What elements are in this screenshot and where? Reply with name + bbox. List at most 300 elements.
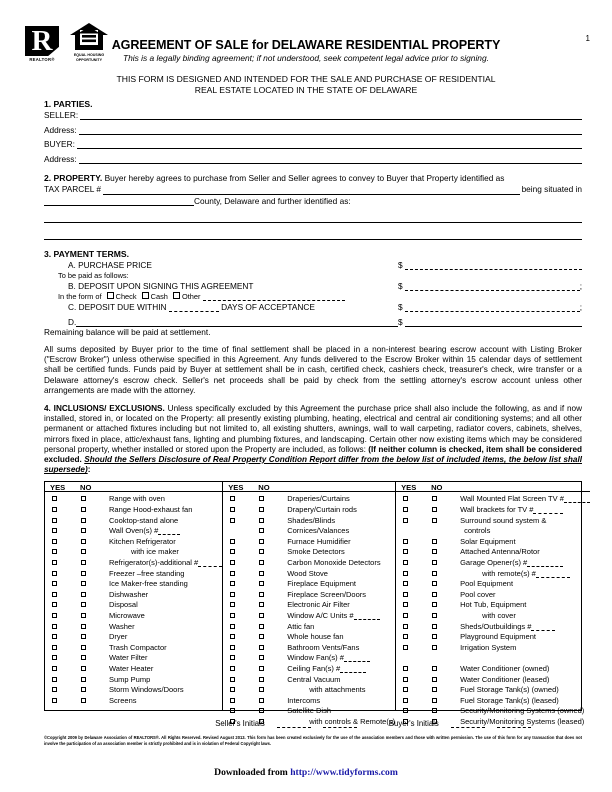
- title-block: [0, 38, 612, 63]
- seller-initials-label: Seller's Initials: [215, 719, 265, 729]
- checkbox-no[interactable]: [432, 581, 437, 586]
- checkbox-yes[interactable]: [403, 698, 408, 703]
- checkbox-no[interactable]: [81, 560, 86, 565]
- inclusion-item-label: Drapery/Curtain rods: [287, 505, 357, 515]
- buyer-address-row: [44, 154, 582, 164]
- inclusion-row: [223, 685, 395, 696]
- checkbox-yes[interactable]: [230, 634, 235, 639]
- checkbox-yes[interactable]: [52, 698, 57, 703]
- inclusion-row: [396, 717, 590, 728]
- checkbox-no[interactable]: [432, 592, 437, 597]
- inclusion-item-label: Sheds/Outbuildings #: [460, 621, 532, 631]
- checkbox-yes[interactable]: [403, 571, 408, 576]
- checkbox-yes[interactable]: [52, 677, 57, 682]
- inclusion-item-label: Wall brackets for TV #: [460, 505, 534, 515]
- checkbox-yes[interactable]: [403, 708, 408, 713]
- inclusion-row: [396, 590, 590, 601]
- buyer-initials-label: Buyer's Initials: [388, 719, 439, 729]
- inclusion-item-label: Wood Stove: [287, 568, 328, 578]
- inclusion-item-label: Attached Antenna/Rotor: [460, 547, 540, 557]
- page-number: 1: [585, 34, 590, 43]
- checkbox-no[interactable]: [432, 645, 437, 650]
- option-check-label: Check: [115, 292, 137, 301]
- checkbox-no[interactable]: [432, 549, 437, 554]
- document-subtitle: This is a legally binding agreement; if not understood, seek competent legal advice prior to signing.: [123, 53, 489, 63]
- checkbox-yes[interactable]: [230, 581, 235, 586]
- inclusion-item-quantity-input[interactable]: [158, 527, 180, 535]
- section-property: [44, 173, 582, 241]
- inclusion-row: [223, 611, 395, 622]
- inclusion-item-label: Surround sound system &: [460, 515, 547, 525]
- inclusion-item-label: Cooktop-stand alone: [109, 515, 179, 525]
- inclusion-item-label: Freezer –free standing: [109, 568, 185, 578]
- section-inclusions-exclusions: 4. INCLUSIONS/ EXCLUSIONS. Unless specifically excluded by this Agreement the purchase price shall also include the following, as and if now installed, stored in, or located on the Property: all presently existing plumbing, heating, electrical and central air conditioning systems; and all other permanent or attached fixtures including but not limited to, all existing shutters, awnings, wall to wall carpeting, radiator covers, cabinets, shelves, mirrors fixed in place, attic/exhaust fans, lighting and plumbing fixtures, and landscaping. Certain other now existing items which may be considered personal property, whether installed or stored upon the Property are included, as follows: (If neither column is checked, item shall be considered excluded. Should the Sellers Disclosure of Real Property Condition Report differ from the below list of included items, the below list shall supersede):: [44, 404, 582, 475]
- inclusion-item-quantity-input[interactable]: [533, 506, 563, 514]
- item-d-label: D.: [68, 317, 77, 327]
- inclusion-item-label: with ice maker: [131, 547, 179, 557]
- section-4-bold-note: (If neither column is checked, item shall be considered excluded.: [44, 444, 582, 465]
- checkbox-yes[interactable]: [403, 518, 408, 523]
- inclusion-row: [223, 622, 395, 633]
- buyer-address-label: Address:: [44, 153, 77, 164]
- tidyforms-link[interactable]: http://www.tidyforms.com: [290, 767, 398, 778]
- realtor-r-icon: R: [25, 26, 59, 56]
- inclusion-item-label: with remote(s) #: [482, 568, 536, 578]
- remaining-balance-note: Remaining balance will be paid at settlement.: [44, 327, 211, 337]
- checkbox-no[interactable]: [259, 666, 264, 671]
- checkbox-yes[interactable]: [403, 602, 408, 607]
- checkbox-yes[interactable]: [52, 571, 57, 576]
- inclusion-item-label: Screens: [109, 695, 137, 705]
- section-2-intro-line: [44, 173, 582, 184]
- checkbox-yes[interactable]: [230, 624, 235, 629]
- checkbox-yes[interactable]: [403, 613, 408, 618]
- checkbox-other[interactable]: [173, 292, 180, 299]
- checkbox-yes[interactable]: [230, 687, 235, 692]
- checkbox-yes[interactable]: [230, 507, 235, 512]
- checkbox-no[interactable]: [81, 571, 86, 576]
- inclusion-row: [45, 622, 222, 633]
- inclusion-item-label: Whole house fan: [287, 632, 344, 642]
- checkbox-yes[interactable]: [52, 655, 57, 660]
- inclusion-item-label: Fuel Storage Tank(s) (owned): [460, 685, 559, 695]
- inclusion-row: [223, 600, 395, 611]
- section-1-heading: 1. PARTIES.: [44, 99, 93, 109]
- inclusion-item-label: Furnace Humidifier: [287, 536, 351, 546]
- checkbox-no[interactable]: [81, 677, 86, 682]
- inclusion-row: [45, 569, 222, 580]
- checkbox-yes[interactable]: [230, 719, 235, 724]
- county-input[interactable]: [44, 197, 194, 206]
- document-purpose: [0, 74, 612, 96]
- item-d-description-input[interactable]: [76, 318, 398, 327]
- checkbox-no[interactable]: [81, 666, 86, 671]
- section-payment-terms: [44, 249, 582, 337]
- inclusion-item-label: Water Conditioner (owned): [460, 663, 550, 673]
- checkbox-no[interactable]: [259, 698, 264, 703]
- checkbox-yes[interactable]: [403, 507, 408, 512]
- checkbox-no[interactable]: [259, 549, 264, 554]
- inclusion-row: [223, 696, 395, 707]
- dollar-sign-c: $: [398, 302, 403, 312]
- checkbox-no[interactable]: [259, 655, 264, 660]
- seller-input[interactable]: [80, 110, 582, 120]
- checkbox-no[interactable]: [432, 687, 437, 692]
- column-2-list: [223, 492, 395, 727]
- inclusion-item-label: Satellite Dish: [287, 706, 331, 716]
- checkbox-no[interactable]: [432, 539, 437, 544]
- checkbox-no[interactable]: [81, 655, 86, 660]
- inclusion-row: [45, 537, 222, 548]
- inclusion-row: [45, 685, 222, 696]
- deposit-due-label: C. DEPOSIT DUE WITHIN: [68, 302, 167, 312]
- inclusion-item-label: Fireplace Equipment: [287, 579, 357, 589]
- buyer-row: [44, 139, 582, 149]
- checkbox-no[interactable]: [81, 624, 86, 629]
- inclusion-item-quantity-input[interactable]: [198, 559, 222, 567]
- checkbox-no[interactable]: [259, 592, 264, 597]
- inclusion-row: [396, 526, 590, 537]
- realtor-logo-caption: REALTOR®: [29, 56, 55, 62]
- seller-address-input[interactable]: [79, 125, 582, 135]
- checkbox-no[interactable]: [432, 613, 437, 618]
- inclusion-row: [223, 643, 395, 654]
- inclusion-item-label: Irrigation System: [460, 642, 517, 652]
- inclusion-item-label: Intercoms: [287, 695, 321, 705]
- column-2-yes-header: YES: [228, 483, 244, 493]
- inclusion-item-label: Microwave: [109, 610, 145, 620]
- checkbox-check[interactable]: [107, 292, 114, 299]
- checkbox-no[interactable]: [259, 624, 264, 629]
- checkbox-yes[interactable]: [52, 549, 57, 554]
- checkbox-no[interactable]: [432, 507, 437, 512]
- document-header: [0, 0, 612, 96]
- deposit-form-label: In the form of: [58, 292, 102, 301]
- checkbox-no[interactable]: [259, 528, 264, 533]
- checkbox-no[interactable]: [432, 496, 437, 501]
- checkbox-no[interactable]: [432, 602, 437, 607]
- checkbox-yes[interactable]: [52, 496, 57, 501]
- checkbox-yes[interactable]: [52, 539, 57, 544]
- checkbox-no[interactable]: [259, 518, 264, 523]
- inclusion-item-label: Pool Equipment: [460, 579, 514, 589]
- checkbox-no[interactable]: [81, 549, 86, 554]
- checkbox-no[interactable]: [81, 539, 86, 544]
- checkbox-no[interactable]: [432, 624, 437, 629]
- checkbox-yes[interactable]: [230, 496, 235, 501]
- checkbox-no[interactable]: [259, 571, 264, 576]
- checkbox-no[interactable]: [259, 613, 264, 618]
- inclusion-item-quantity-input[interactable]: [564, 495, 590, 503]
- dollar-sign-d: $: [398, 317, 403, 327]
- inclusion-row: [396, 675, 590, 686]
- deposit-due-group: [44, 302, 398, 312]
- inclusion-row: [223, 526, 395, 537]
- property-description-line-1[interactable]: [44, 213, 582, 223]
- checkbox-yes[interactable]: [230, 592, 235, 597]
- eho-caption-line2: OPPORTUNITY: [76, 58, 102, 63]
- inclusion-item-label: Window Fan(s) #: [287, 653, 344, 663]
- checkbox-yes[interactable]: [230, 645, 235, 650]
- checkbox-no[interactable]: [432, 677, 437, 682]
- checkbox-no[interactable]: [81, 518, 86, 523]
- checkbox-no[interactable]: [259, 539, 264, 544]
- inclusion-row: [223, 494, 395, 505]
- checkbox-yes[interactable]: [230, 560, 235, 565]
- checkbox-no[interactable]: [259, 687, 264, 692]
- checkbox-no[interactable]: [432, 666, 437, 671]
- inclusion-row: [396, 643, 590, 654]
- inclusion-row: [396, 706, 590, 717]
- checkbox-no[interactable]: [432, 518, 437, 523]
- seller-label: SELLER:: [44, 110, 79, 120]
- inclusion-item-label: Security/Monitoring Systems (owned): [460, 706, 585, 716]
- inclusion-item-label: Bathroom Vents/Fans: [287, 642, 360, 652]
- inclusion-row: [45, 494, 222, 505]
- checkbox-yes[interactable]: [52, 528, 57, 533]
- checkbox-no[interactable]: [81, 507, 86, 512]
- inclusion-item-label: Solar Equipment: [460, 536, 516, 546]
- checkbox-yes[interactable]: [403, 581, 408, 586]
- checkbox-yes[interactable]: [52, 507, 57, 512]
- column-3-list: [396, 492, 590, 727]
- checkbox-no[interactable]: [259, 581, 264, 586]
- paid-as-follows-note: To be paid as follows:: [58, 271, 129, 280]
- checkbox-no[interactable]: [81, 634, 86, 639]
- inclusion-row: [396, 685, 590, 696]
- inclusion-item-label: Carbon Monoxide Detectors: [287, 558, 381, 567]
- inclusion-item-quantity-input[interactable]: [344, 654, 370, 662]
- checkbox-yes[interactable]: [403, 645, 408, 650]
- buyer-input[interactable]: [77, 139, 582, 149]
- checkbox-yes[interactable]: [403, 560, 408, 565]
- deposit-form-row: [44, 292, 582, 301]
- dollar-sign-b: $: [398, 281, 403, 291]
- checkbox-no[interactable]: [81, 687, 86, 692]
- inclusion-item-quantity-input[interactable]: [531, 623, 555, 631]
- inclusion-row: [45, 664, 222, 675]
- inclusion-item-label: Cornices/Valances: [287, 526, 350, 536]
- checkbox-no[interactable]: [81, 645, 86, 650]
- deposit-due-label-tail: DAYS OF ACCEPTANCE: [221, 302, 315, 312]
- column-1-list: [45, 492, 222, 706]
- checkbox-yes[interactable]: [230, 666, 235, 671]
- section-4-heading: 4. INCLUSIONS/ EXCLUSIONS.: [44, 404, 165, 414]
- checkbox-yes[interactable]: [230, 549, 235, 554]
- inclusion-row: [223, 590, 395, 601]
- inclusion-row: [396, 696, 590, 707]
- inclusion-row: [223, 632, 395, 643]
- inclusion-item-label: Garage Opener(s) #: [460, 558, 528, 567]
- inclusion-item-label: Fireplace Screen/Doors: [287, 589, 367, 599]
- deposit-signing-input[interactable]: [405, 282, 580, 291]
- deposit-due-row: [44, 302, 582, 312]
- checkbox-yes[interactable]: [52, 666, 57, 671]
- checkbox-yes[interactable]: [52, 624, 57, 629]
- column-1-no-header: NO: [80, 483, 92, 493]
- checkbox-no[interactable]: [259, 634, 264, 639]
- section-4-body: Unless specifically excluded by this Agreement the purchase price shall also include the following, as and if now installed, stored in, or located on the Property: all presently existing plumbing, heating, electrical and central air conditioning systems; and all other permanent or attached fixtures including but not limited to, all existing shutters, awnings, wall to wall carpeting, radiator covers, cabinets, shelves, mirrors fixed in place, attic/exhaust fans, lighting and plumbing fixtures, and landscaping. Certain other now existing items which may be considered personal property, whether installed or stored upon the Property are included, as follows:: [44, 404, 582, 454]
- being-situated-label: being situated in: [521, 184, 582, 194]
- inclusion-row: [396, 632, 590, 643]
- checkbox-yes[interactable]: [230, 698, 235, 703]
- inclusion-item-label: Draperies/Curtains: [287, 494, 350, 504]
- inclusion-row: [45, 675, 222, 686]
- purchase-price-input[interactable]: [405, 261, 582, 270]
- checkbox-no[interactable]: [259, 602, 264, 607]
- inclusion-row: [45, 653, 222, 664]
- inclusion-item-label: Playground Equipment: [460, 632, 536, 642]
- checkbox-no[interactable]: [259, 645, 264, 650]
- inclusion-item-label: Disposal: [109, 600, 138, 610]
- tax-parcel-input[interactable]: [103, 185, 520, 195]
- checkbox-no[interactable]: [259, 677, 264, 682]
- checkbox-no[interactable]: [259, 560, 264, 565]
- deposit-signing-label: B. DEPOSIT UPON SIGNING THIS AGREEMENT: [68, 281, 254, 291]
- checkbox-yes[interactable]: [52, 613, 57, 618]
- deposit-due-input[interactable]: [405, 303, 580, 312]
- inclusion-row: [396, 516, 590, 527]
- checkbox-yes[interactable]: [403, 549, 408, 554]
- escrow-paragraph-text: All sums deposited by Buyer prior to the time of final settlement shall be placed in a non-interest bearing escrow account with Listing Broker ("Escrow Broker") unless otherwise specified in this Agreement. Any funds delivered to the Escrow Broker within 15 calendar days of settlement shall be certified funds. Funds paid by Buyer at settlement shall be in cash, certified check, cashiers check, treasurer's check, wire transfer or a Delaware attorney's escrow check. Seller's net proceeds shall be paid by check from the settling attorney's escrow account unless other arrangements are made with the attorney.: [44, 345, 582, 395]
- inclusion-item-label: Water Conditioner (leased): [460, 674, 550, 684]
- checkbox-yes[interactable]: [403, 496, 408, 501]
- checkbox-no[interactable]: [432, 634, 437, 639]
- inclusion-row: [45, 579, 222, 590]
- inclusion-item-quantity-input[interactable]: [354, 612, 380, 620]
- inclusion-row: [45, 611, 222, 622]
- inclusion-item-label: Sump Pump: [109, 674, 151, 684]
- checkbox-yes[interactable]: [230, 655, 235, 660]
- checkbox-no[interactable]: [432, 571, 437, 576]
- deposit-due-days-input[interactable]: [169, 303, 219, 312]
- checkbox-yes[interactable]: [403, 634, 408, 639]
- checkbox-no[interactable]: [81, 613, 86, 618]
- checkbox-no[interactable]: [432, 698, 437, 703]
- inclusion-row: [223, 706, 395, 717]
- inclusion-item-label: with attachments: [309, 685, 366, 695]
- column-3-no-header: NO: [431, 483, 443, 493]
- checkbox-no[interactable]: [81, 602, 86, 607]
- checkbox-no[interactable]: [259, 719, 264, 724]
- eho-caption-line1: EQUAL HOUSING: [73, 53, 105, 57]
- checkbox-yes[interactable]: [52, 592, 57, 597]
- buyer-address-input[interactable]: [79, 154, 582, 164]
- inclusion-item-label: Water Heater: [109, 663, 154, 673]
- inclusion-item-label: Hot Tub, Equipment: [460, 600, 527, 610]
- inclusion-item-quantity-input[interactable]: [340, 665, 366, 673]
- purchase-price-row: [44, 260, 582, 270]
- inclusion-item-quantity-input[interactable]: [536, 570, 570, 578]
- checkbox-yes[interactable]: [403, 666, 408, 671]
- inclusion-item-label: Trash Compactor: [109, 642, 167, 652]
- checkbox-yes[interactable]: [403, 592, 408, 597]
- item-d-amount-input[interactable]: [405, 318, 582, 327]
- county-label: County, Delaware and further identified as:: [194, 195, 351, 206]
- inclusion-row: [45, 505, 222, 516]
- checkbox-yes[interactable]: [230, 708, 235, 713]
- checkbox-yes[interactable]: [403, 677, 408, 682]
- checkbox-no[interactable]: [81, 698, 86, 703]
- option-other-label: Other: [181, 292, 201, 301]
- checkbox-no[interactable]: [259, 507, 264, 512]
- checkbox-no[interactable]: [81, 496, 86, 501]
- inclusion-row: [45, 600, 222, 611]
- checkbox-no[interactable]: [432, 560, 437, 565]
- property-description-line-2[interactable]: [44, 230, 582, 240]
- inclusion-row: [45, 696, 222, 707]
- checkbox-yes[interactable]: [230, 602, 235, 607]
- inclusion-item-label: Storm Windows/Doors: [109, 685, 184, 695]
- checkbox-yes[interactable]: [230, 518, 235, 523]
- checkbox-yes[interactable]: [52, 602, 57, 607]
- checkbox-yes[interactable]: [52, 560, 57, 565]
- column-2-no-header: NO: [258, 483, 270, 493]
- inclusion-item-label: Smoke Detectors: [287, 547, 345, 557]
- tax-parcel-row: [44, 184, 582, 195]
- checkbox-yes[interactable]: [403, 624, 408, 629]
- inclusion-row: [45, 516, 222, 527]
- dollar-sign-a: $: [398, 260, 403, 270]
- purpose-line-1: THIS FORM IS DESIGNED AND INTENDED FOR THE SALE AND PURCHASE OF RESIDENTIAL: [116, 74, 496, 84]
- checkbox-yes[interactable]: [230, 677, 235, 682]
- checkbox-no[interactable]: [259, 708, 264, 713]
- checkbox-yes[interactable]: [52, 645, 57, 650]
- inclusion-item-label: controls: [464, 526, 491, 536]
- section-2-heading: 2. PROPERTY.: [44, 172, 103, 183]
- checkbox-no[interactable]: [432, 719, 437, 724]
- checkbox-cash[interactable]: [142, 292, 149, 299]
- inclusion-item-label: Wall Oven(s) #: [109, 526, 159, 536]
- inclusion-item-label: Dryer: [109, 632, 128, 642]
- checkbox-no[interactable]: [81, 528, 86, 533]
- inclusion-row: [396, 579, 590, 590]
- checkbox-no[interactable]: [81, 592, 86, 597]
- checkbox-yes[interactable]: [403, 687, 408, 692]
- checkbox-no[interactable]: [432, 708, 437, 713]
- inclusion-item-quantity-input[interactable]: [527, 559, 563, 567]
- checkbox-no[interactable]: [81, 581, 86, 586]
- checkbox-yes[interactable]: [230, 539, 235, 544]
- inclusion-item-label: Refrigerator(s)-additional #: [109, 558, 199, 567]
- inclusion-item-label: Fuel Storage Tank(s) (leased): [460, 695, 559, 705]
- inclusion-item-label: Shades/Blinds: [287, 515, 336, 525]
- section-2-intro: Buyer hereby agrees to purchase from Seller and Seller agrees to convey to Buyer that Property identified as: [104, 172, 505, 183]
- inclusion-row: [223, 675, 395, 686]
- checkbox-no[interactable]: [259, 496, 264, 501]
- inclusion-row: [45, 590, 222, 601]
- checkbox-yes[interactable]: [52, 581, 57, 586]
- inclusion-row: [223, 717, 395, 728]
- column-1-yes-header: YES: [50, 483, 66, 493]
- county-row: [44, 196, 582, 207]
- deposit-form-other-input[interactable]: [203, 292, 345, 301]
- semicolon-c: ;: [579, 302, 582, 312]
- checkbox-yes[interactable]: [230, 613, 235, 618]
- checkbox-yes[interactable]: [52, 518, 57, 523]
- checkbox-yes[interactable]: [52, 687, 57, 692]
- checkbox-yes[interactable]: [52, 634, 57, 639]
- inclusion-row: [223, 653, 395, 664]
- inclusion-row: [45, 632, 222, 643]
- checkbox-yes[interactable]: [403, 719, 408, 724]
- checkbox-yes[interactable]: [230, 571, 235, 576]
- inclusion-row: [396, 653, 590, 664]
- inclusion-item-label: Security/Monitoring Systems (leased): [460, 716, 585, 726]
- inclusions-column-1: [45, 482, 223, 710]
- document-body: [44, 99, 585, 747]
- checkbox-yes[interactable]: [403, 539, 408, 544]
